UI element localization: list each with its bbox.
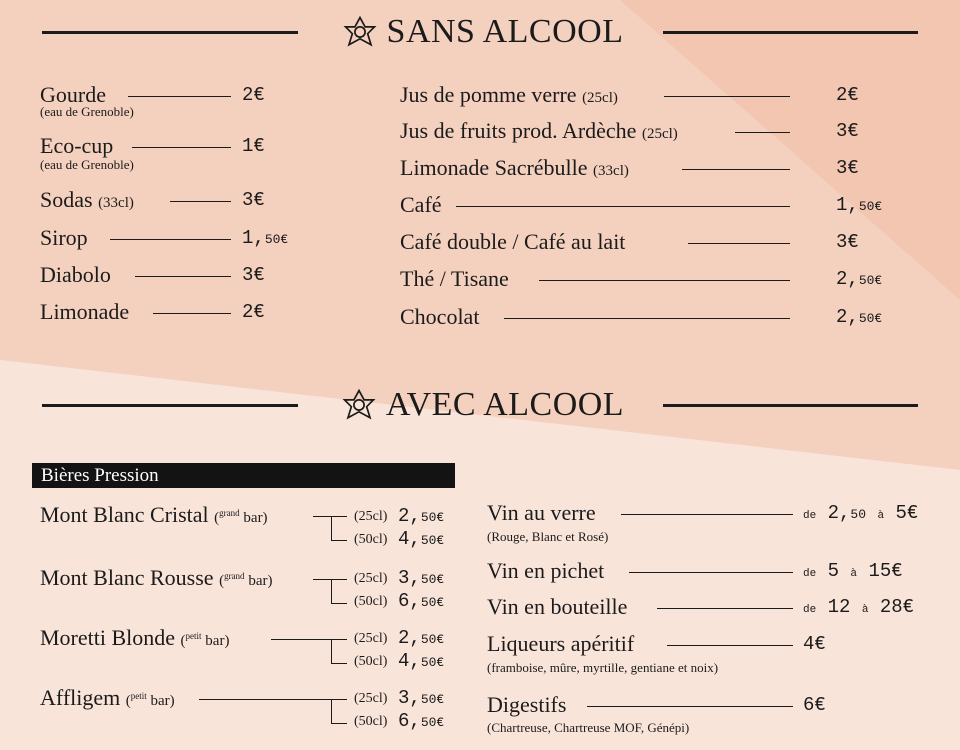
leader-line bbox=[657, 608, 793, 609]
item-name: Gourde bbox=[40, 82, 106, 107]
bracket-line bbox=[331, 639, 332, 663]
menu-item-cafe-double bbox=[400, 229, 900, 255]
wine-item-liqueurs-aperitif bbox=[487, 631, 927, 657]
item-price: 2,50€ bbox=[836, 268, 883, 290]
item-name: Jus de pomme verre (25cl) bbox=[400, 82, 618, 107]
leader-line bbox=[587, 706, 793, 707]
divider-right bbox=[663, 31, 918, 34]
flower-icon bbox=[342, 388, 376, 422]
item-price: 1€ bbox=[242, 135, 265, 157]
beer-price: 4,50€ bbox=[398, 528, 445, 550]
divider-left bbox=[42, 404, 298, 407]
leader-line bbox=[621, 514, 793, 515]
leader-line bbox=[629, 572, 793, 573]
menu-item-sodas bbox=[40, 187, 270, 213]
size-label: (50cl) bbox=[354, 532, 388, 547]
menu-item-the-tisane bbox=[400, 266, 900, 292]
bracket-line bbox=[271, 639, 347, 640]
bracket-line bbox=[331, 579, 332, 603]
bracket-line bbox=[331, 603, 347, 604]
item-name: Café bbox=[400, 192, 442, 217]
item-note: (Rouge, Blanc et Rosé) bbox=[487, 529, 609, 544]
item-name: Vin en pichet bbox=[487, 558, 605, 583]
item-name: Café double / Café au lait bbox=[400, 229, 626, 254]
bracket-line bbox=[199, 699, 347, 700]
flower-icon bbox=[343, 15, 377, 49]
item-price: 3€ bbox=[836, 157, 859, 179]
item-name: Eco-cup bbox=[40, 133, 114, 158]
leader-line bbox=[153, 313, 231, 314]
item-price: 6€ bbox=[803, 694, 826, 716]
item-name: Thé / Tisane bbox=[400, 266, 509, 291]
leader-line bbox=[667, 645, 793, 646]
menu-item-chocolat bbox=[400, 304, 900, 330]
menu-item-limonade bbox=[40, 299, 270, 325]
menu-item-cafe bbox=[400, 192, 900, 218]
beer-name: Moretti Blonde ($^{petit}$ bar) bbox=[40, 625, 230, 650]
beer-price: 3,50€ bbox=[398, 687, 445, 709]
item-price: 2,50€ bbox=[836, 306, 883, 328]
bracket-line bbox=[331, 699, 332, 723]
item-name: Sodas (33cl) bbox=[40, 187, 134, 212]
beer-name: Mont Blanc Rousse ($^{grand}$ bar) bbox=[40, 565, 273, 590]
menu-item-diabolo bbox=[40, 262, 270, 288]
section-header-avec-alcool bbox=[0, 385, 960, 425]
beer-item-mont-blanc-rousse bbox=[0, 563, 470, 619]
bracket-line bbox=[313, 579, 347, 580]
wine-item-digestifs bbox=[487, 692, 927, 718]
item-price: 4€ bbox=[803, 633, 826, 655]
wine-item-vin-en-bouteille bbox=[487, 594, 927, 620]
size-label: (25cl) bbox=[354, 509, 388, 524]
item-price: de 12 à 28€ bbox=[803, 596, 915, 618]
item-price: 3€ bbox=[242, 264, 265, 286]
leader-line bbox=[688, 243, 790, 244]
item-note: (eau de Grenoble) bbox=[40, 157, 134, 172]
item-name: Sirop bbox=[40, 225, 88, 250]
section-header-sans-alcool bbox=[0, 12, 960, 52]
menu-item-jus-pomme bbox=[400, 82, 900, 108]
item-name: Diabolo bbox=[40, 262, 111, 287]
leader-line bbox=[170, 201, 231, 202]
beer-item-moretti-blonde bbox=[0, 623, 470, 679]
item-name: Vin en bouteille bbox=[487, 594, 628, 619]
item-price: 3€ bbox=[242, 189, 265, 211]
size-label: (50cl) bbox=[354, 714, 388, 729]
beer-section-header: Bières Pression bbox=[32, 463, 455, 488]
beer-price: 6,50€ bbox=[398, 710, 445, 732]
bracket-line bbox=[331, 516, 332, 540]
leader-line bbox=[539, 280, 790, 281]
wine-item-vin-au-verre bbox=[487, 500, 927, 526]
item-note: (framboise, mûre, myrtille, gentiane et noix) bbox=[487, 660, 719, 675]
item-note: (Chartreuse, Chartreuse MOF, Génépi) bbox=[487, 720, 690, 735]
leader-line bbox=[735, 132, 790, 133]
item-price: 3€ bbox=[836, 231, 859, 253]
beer-price: 2,50€ bbox=[398, 505, 445, 527]
menu-item-sirop bbox=[40, 225, 310, 251]
divider-left bbox=[42, 31, 298, 34]
item-price: 1,50€ bbox=[836, 194, 883, 216]
size-label: (25cl) bbox=[354, 631, 388, 646]
bracket-line bbox=[331, 723, 347, 724]
item-name: Liqueurs apéritif bbox=[487, 631, 635, 656]
item-price: de 5 à 15€ bbox=[803, 560, 903, 582]
item-name: Chocolat bbox=[400, 304, 480, 329]
leader-line bbox=[110, 239, 231, 240]
item-name: Jus de fruits prod. Ardèche (25cl) bbox=[400, 118, 678, 143]
size-label: (50cl) bbox=[354, 654, 388, 669]
item-name: Limonade Sacrébulle (33cl) bbox=[400, 155, 629, 180]
size-label: (25cl) bbox=[354, 691, 388, 706]
beer-item-affligem bbox=[0, 683, 470, 739]
item-price: 3€ bbox=[836, 120, 859, 142]
section-title bbox=[318, 12, 648, 52]
beer-item-mont-blanc-cristal bbox=[0, 500, 470, 556]
leader-line bbox=[664, 96, 790, 97]
size-label: (25cl) bbox=[354, 571, 388, 586]
leader-line bbox=[682, 169, 790, 170]
item-name: Vin au verre bbox=[487, 500, 596, 525]
size-label: (50cl) bbox=[354, 594, 388, 609]
item-note: (eau de Grenoble) bbox=[40, 104, 134, 119]
item-name: Digestifs bbox=[487, 692, 567, 717]
beer-name: Mont Blanc Cristal ($^{grand}$ bar) bbox=[40, 502, 268, 527]
menu-item-eco-cup bbox=[40, 133, 270, 159]
menu-item-jus-fruits bbox=[400, 118, 900, 144]
section-title bbox=[318, 385, 648, 425]
leader-line bbox=[132, 147, 231, 148]
item-name: Limonade bbox=[40, 299, 130, 324]
menu-item-limonade-sacrebulle bbox=[400, 155, 900, 181]
beer-price: 6,50€ bbox=[398, 590, 445, 612]
item-price: 2€ bbox=[242, 301, 265, 323]
bracket-line bbox=[331, 663, 347, 664]
wine-item-vin-en-pichet bbox=[487, 558, 927, 584]
beer-price: 3,50€ bbox=[398, 567, 445, 589]
bracket-line bbox=[313, 516, 347, 517]
leader-line bbox=[128, 96, 231, 97]
section-title-text: SANS ALCOOL bbox=[386, 13, 624, 50]
leader-line bbox=[456, 206, 790, 207]
item-price: 2€ bbox=[836, 84, 859, 106]
leader-line bbox=[504, 318, 790, 319]
bracket-line bbox=[331, 540, 347, 541]
item-price: 1,50€ bbox=[242, 227, 289, 249]
leader-line bbox=[135, 276, 231, 277]
divider-right bbox=[663, 404, 918, 407]
beer-price: 2,50€ bbox=[398, 627, 445, 649]
beer-name: Affligem ($^{petit}$ bar) bbox=[40, 685, 175, 710]
beer-price: 4,50€ bbox=[398, 650, 445, 672]
item-price: 2€ bbox=[242, 84, 265, 106]
item-price: de 2,50 à 5€ bbox=[803, 502, 919, 524]
section-title-text: AVEC ALCOOL bbox=[385, 386, 625, 423]
